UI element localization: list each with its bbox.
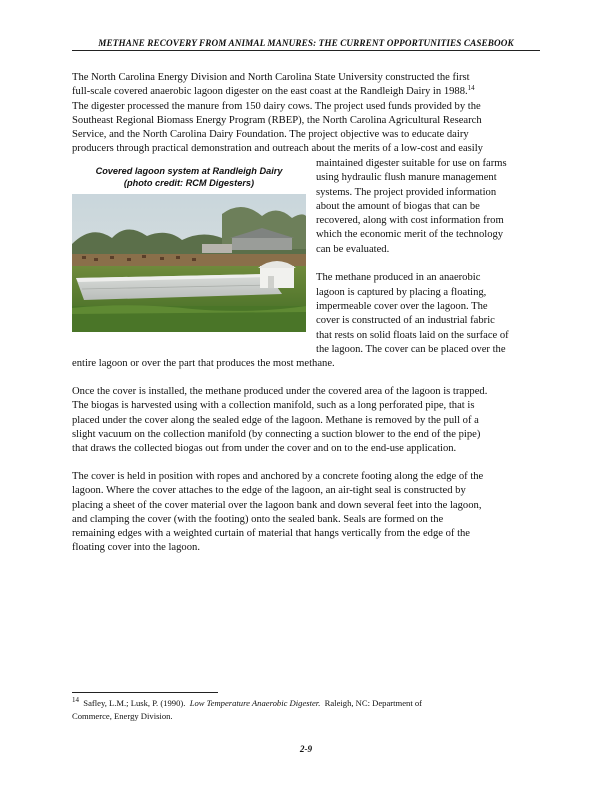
anchoring-paragraph xyxy=(72,470,540,556)
text-line: remaining edges with a weighted curtain of material that hangs vertically from the edge of the xyxy=(72,528,471,540)
text-line: slight vacuum on the collection manifold (by connecting a suction blower to the end of the pipe) xyxy=(72,428,481,440)
caption-credit: (photo credit: RCM Digesters) xyxy=(123,177,255,188)
footnote xyxy=(72,697,540,723)
caption-title: Covered lagoon system at Randleigh Dairy xyxy=(95,166,283,176)
text-line: that draws the collected biogas out from under the cover and on to the end-use application. xyxy=(72,443,457,455)
footnote-publisher: Raleigh, NC: Department of xyxy=(324,698,423,708)
text-line: placed under the cover along the sealed edge of the lagoon. Methane is removed by the pull of a xyxy=(72,414,479,426)
header-rule xyxy=(72,50,540,51)
figure-caption xyxy=(72,166,306,189)
text-line: Once the cover is installed, the methane produced under the covered area of the lagoon is trapped. xyxy=(72,386,488,397)
text-line: The methane produced in an anaerobic xyxy=(316,272,481,284)
text-line: The cover is held in position with ropes and anchored by a concrete footing along the edge of the xyxy=(72,471,484,482)
text-line: The North Carolina Energy Division and North Carolina State University constructed the first xyxy=(72,72,470,83)
footnote-line: Commerce, Energy Division. xyxy=(72,711,173,721)
footnote-title: Low Temperature Anaerobic Digester. xyxy=(189,698,321,708)
text-line: maintained digester suitable for use on farms xyxy=(316,158,507,169)
text-line: cover is constructed of an industrial fabric xyxy=(316,315,495,327)
text-line: Southeast Regional Biomass Energy Program (RBEP), the North Carolina Agricultural Research xyxy=(72,114,482,126)
running-header: METHANE RECOVERY FROM ANIMAL MANURES: THE CURRENT OPPORTUNITIES CASEBOOK xyxy=(98,38,514,48)
text-line: can be evaluated. xyxy=(316,243,390,255)
wrap-tail-paragraph xyxy=(72,357,540,371)
text-line: lagoon is captured by placing a floating, xyxy=(316,286,487,298)
text-line: floating cover into the lagoon. xyxy=(72,542,200,554)
page-number: 2-9 xyxy=(299,744,313,754)
text-line: The biogas is harvested using with a collection manifold, such as a long perforated pipe, that is xyxy=(72,400,475,412)
text-line xyxy=(72,85,540,99)
lagoon-photo xyxy=(72,194,306,332)
text-line: which the economic merit of the technology xyxy=(316,229,504,241)
text-line: systems. The project provided information xyxy=(316,186,497,198)
cover-paragraph xyxy=(72,385,540,456)
text-line: impermeable cover over the lagoon. The xyxy=(316,300,488,312)
text-line: producers through practical demonstration and outreach about the merits of a low-cost and easily xyxy=(72,143,483,155)
text-line: and clamping the cover (with the footing) onto the sealed bank. Seals are formed on the xyxy=(72,513,444,525)
text-line: about the amount of biogas that can be xyxy=(316,200,480,212)
text-line: Service, and the North Carolina Dairy Foundation. The project objective was to educate dairy xyxy=(72,129,469,141)
text-line: placing a sheet of the cover material over the lagoon bank and down several feet into the lagoon, xyxy=(72,499,482,511)
intro-paragraph xyxy=(72,71,540,157)
wrapped-text-column xyxy=(316,157,540,357)
footnote-authors: Safley, L.M.; Lusk, P. (1990). xyxy=(83,698,186,708)
text-line: The digester processed the manure from 150 dairy cows. The project used funds provided by the xyxy=(72,100,481,112)
text-line: that rests on solid floats laid on the surface of xyxy=(316,329,509,341)
footnote-number: 14 xyxy=(72,696,79,704)
paragraph-gap xyxy=(316,257,540,271)
text-line: entire lagoon or over the part that produces the most methane. xyxy=(72,358,335,369)
text-line: using hydraulic flush manure management xyxy=(316,172,497,184)
footnote-line xyxy=(72,697,540,710)
text-line: the lagoon. The cover can be placed over the xyxy=(316,343,506,355)
footnote-rule xyxy=(72,692,218,693)
lagoon-photo-illustration xyxy=(72,194,306,332)
text-line: lagoon. Where the cover attaches to the edge of the lagoon, an air-tight seal is constructed by xyxy=(72,485,466,497)
text-line: recovered, along with cost information from xyxy=(316,215,504,227)
footnote-reference[interactable]: 14 xyxy=(467,84,475,93)
text-segment: full-scale covered anaerobic lagoon digester on the east coast at the Randleigh Dairy in 1988. xyxy=(72,86,468,98)
